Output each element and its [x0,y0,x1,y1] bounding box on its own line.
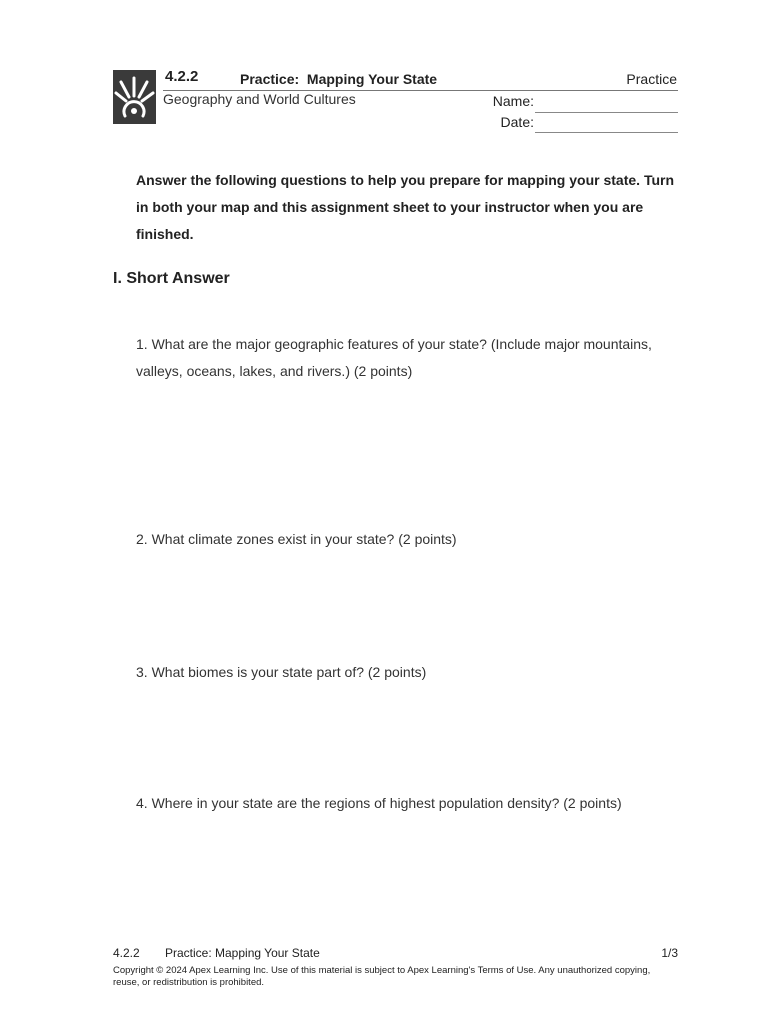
question-4: 4. Where in your state are the regions of highest population density? (2 points) [136,795,622,811]
name-label: Name: [492,93,534,109]
name-field[interactable] [535,112,678,113]
document-type: Practice [626,71,677,87]
course-name: Geography and World Cultures [163,91,356,107]
footer-lesson-title: Practice: Mapping Your State [165,946,320,960]
question-3: 3. What biomes is your state part of? (2 points) [136,664,427,680]
copyright-notice: Copyright © 2024 Apex Learning Inc. Use of this material is subject to Apex Learning's Terms of Use. Any unauthorized copying, reuse, or redistribution is prohibited. [113,965,651,988]
footer-lesson-number: 4.2.2 [113,946,140,960]
question-2: 2. What climate zones exist in your state? (2 points) [136,531,457,547]
apex-sun-logo-icon [113,70,156,124]
date-field[interactable] [535,132,678,133]
page-number: 1/3 [661,946,678,960]
section-title: I. Short Answer [113,270,230,287]
lesson-title: Practice: Mapping Your State [240,71,438,87]
date-label: Date: [500,114,534,130]
question-1: 1. What are the major geographic features of your state? (Include major mountains, valleys, oceans, lakes, and rivers.) (2 points) [136,336,652,379]
instructions: Answer the following questions to help you prepare for mapping your state. Turn in both your map and this assignment sheet to your instructor when you are finished. [136,172,675,242]
lesson-number: 4.2.2 [165,68,199,85]
